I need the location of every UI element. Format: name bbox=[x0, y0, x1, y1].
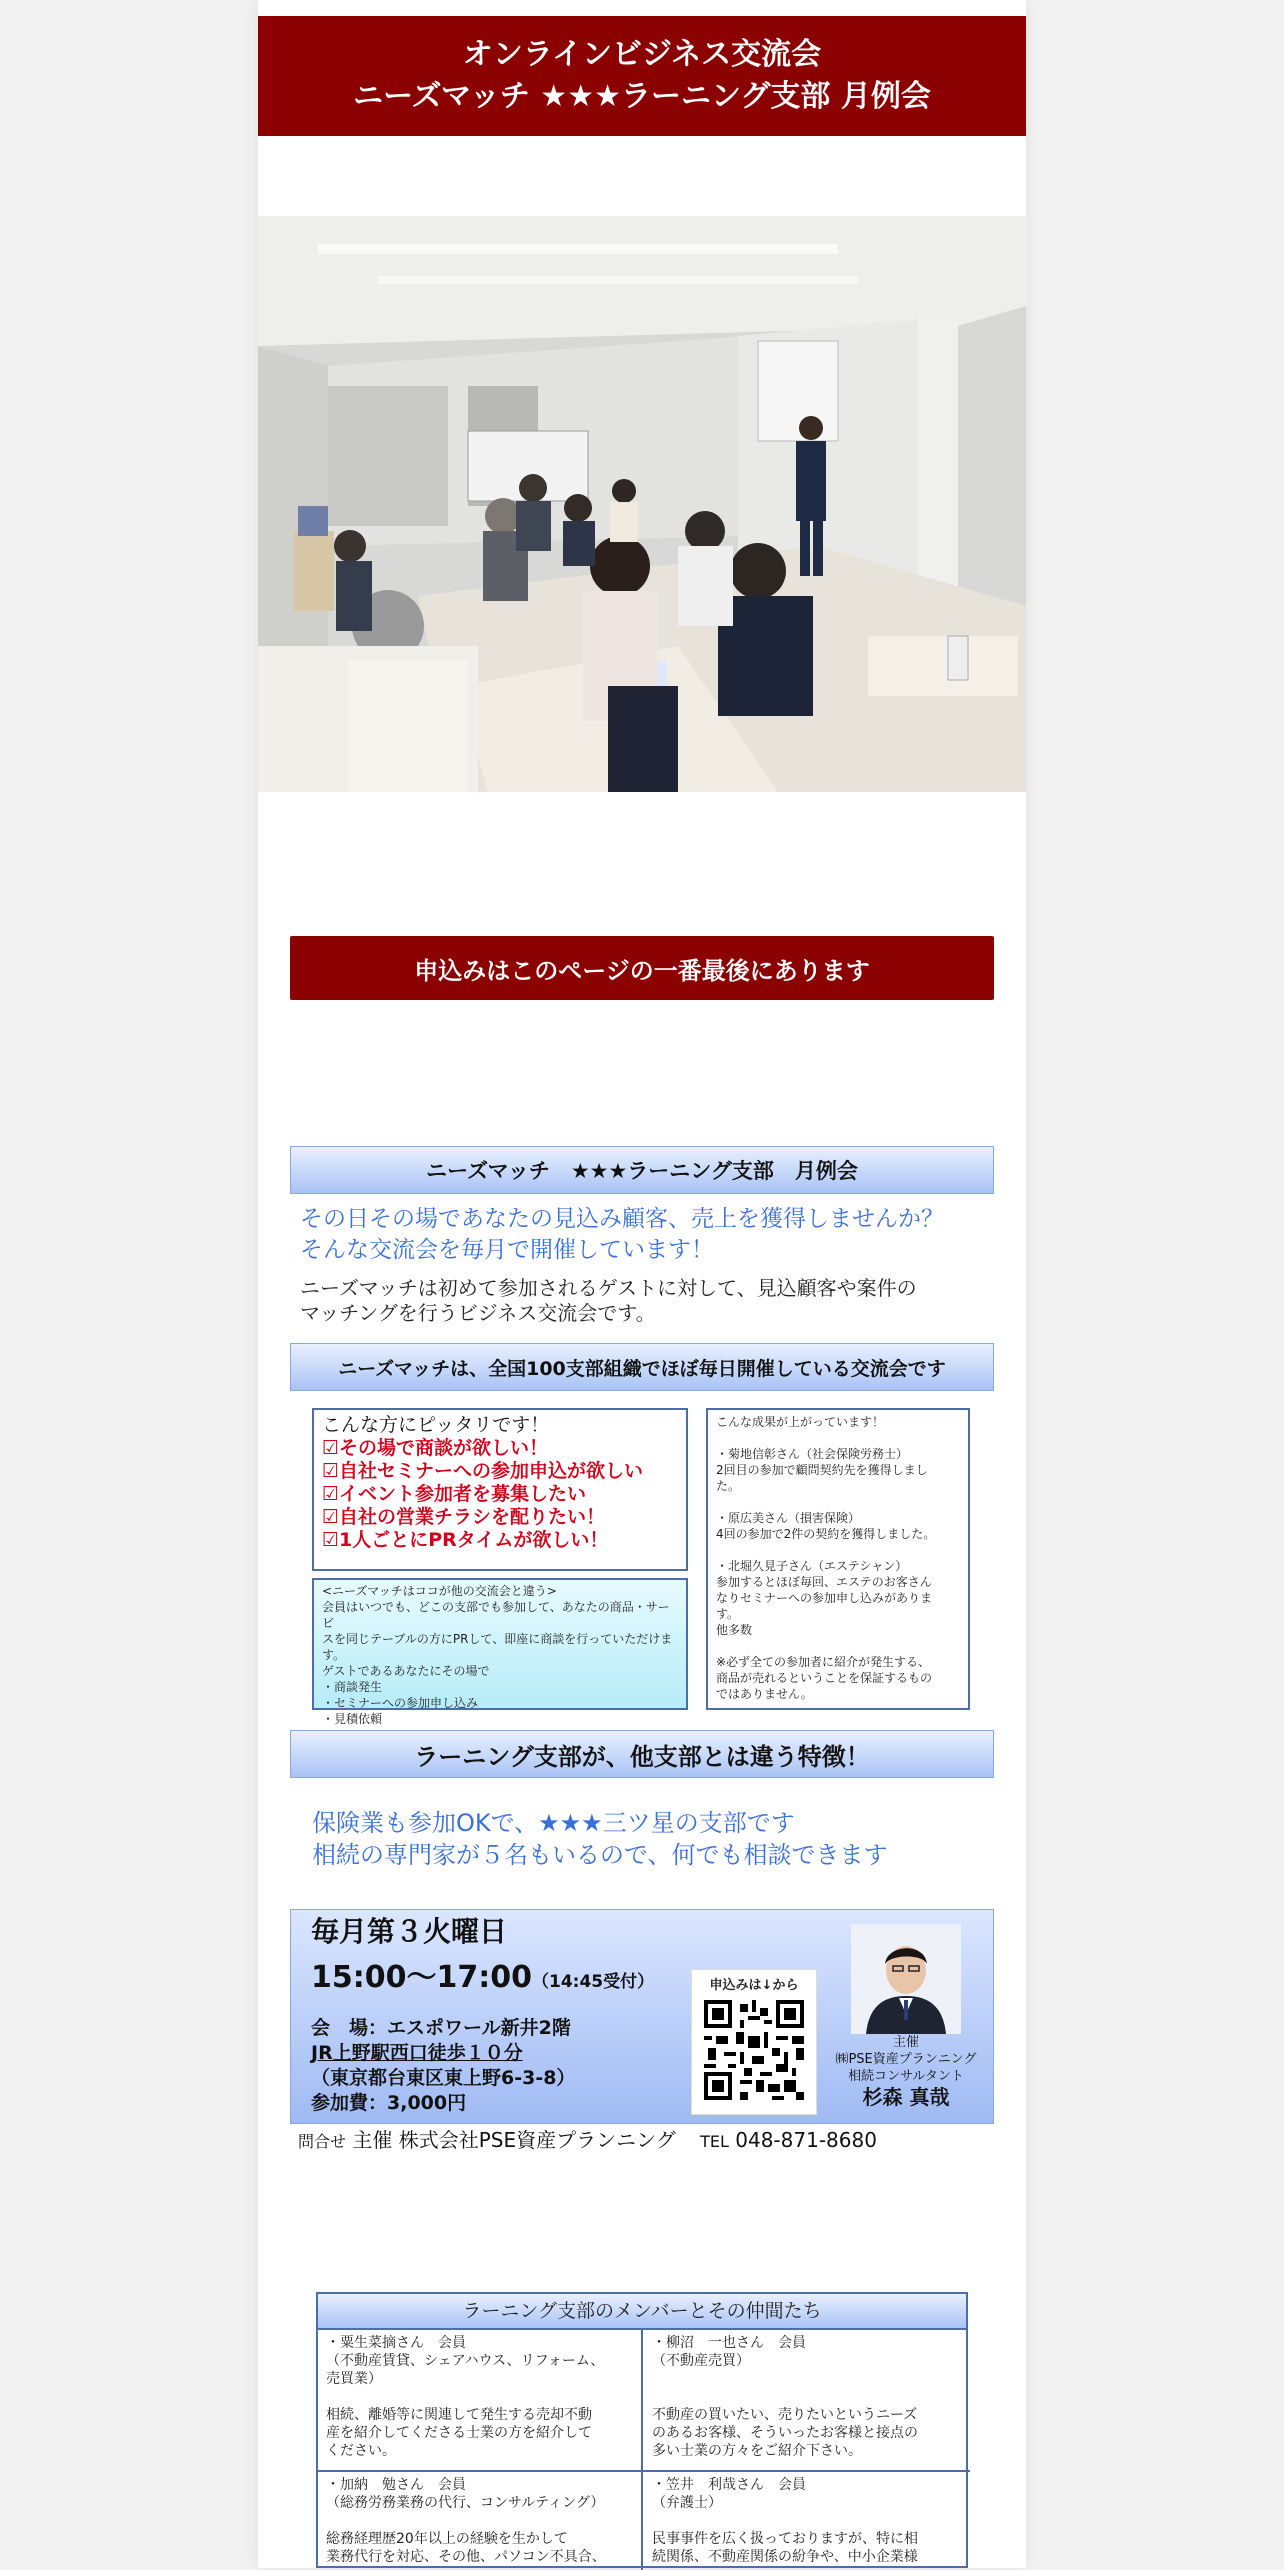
feature-line: 相続の専門家が５名もいるので、何でも相談できます bbox=[312, 1841, 888, 1869]
flyer-header-features-text: ラーニング支部が、他支部とは違う特徴！ bbox=[414, 1742, 870, 1771]
member-line: ・笠井 利哉さん 会員 bbox=[652, 2477, 806, 2493]
feature-line: 保険業も参加OKで、★★★三ツ星の支部です bbox=[312, 1809, 795, 1837]
member-line bbox=[326, 2388, 633, 2406]
contact-line bbox=[298, 2124, 988, 2153]
member-line: 売買業） bbox=[326, 2371, 382, 2387]
flyer-lead-line-2: そんな交流会を毎月で開催しています！ bbox=[300, 1237, 714, 1263]
difference-line: ・商談発生 bbox=[322, 1680, 383, 1694]
banner-line-2: ニーズマッチ ★★★ラーニング支部 月例会 bbox=[353, 79, 931, 114]
results-line: す。 bbox=[716, 1607, 740, 1621]
results-line: ・菊地信彰さん（社会保険労務士） bbox=[716, 1447, 909, 1461]
member-line bbox=[652, 2370, 959, 2388]
host-role: 主催 bbox=[892, 2035, 919, 2050]
host-avatar-icon bbox=[851, 1924, 961, 2034]
member-line: ください。 bbox=[326, 2443, 396, 2459]
contact-tel-label: TEL bbox=[700, 2132, 729, 2151]
member-line: ・柳沼 一也さん 会員 bbox=[652, 2335, 806, 2351]
member-line: 産を紹介してくださる士業の方を紹介して bbox=[326, 2425, 592, 2441]
flyer-lead bbox=[300, 1204, 944, 1266]
schedule-reception: （14:45受付） bbox=[532, 1972, 655, 1992]
host-photo bbox=[851, 1924, 961, 2034]
difference-line: ・セミナーへの参加申し込み bbox=[322, 1696, 479, 1710]
seminar-photo-illustration bbox=[258, 216, 1026, 792]
apply-notice-banner bbox=[290, 936, 994, 1000]
member-line: ・粟生菜摘さん 会員 bbox=[326, 2335, 466, 2351]
results-line: ・原広美さん（損害保険） bbox=[716, 1511, 861, 1525]
flyer-header-nationwide bbox=[290, 1343, 994, 1391]
flyer-header-main bbox=[290, 1146, 994, 1194]
results-line bbox=[716, 1494, 960, 1510]
host-company: ㈱PSE資産プランニング bbox=[835, 2052, 977, 2067]
banner-line-1: オンラインビジネス交流会 bbox=[462, 37, 822, 72]
member-line: ・加納 勉さん 会員 bbox=[326, 2477, 466, 2493]
host-caption bbox=[831, 2034, 981, 2109]
difference-line: ・見積依頼 bbox=[322, 1712, 383, 1726]
results-line bbox=[716, 1542, 960, 1558]
member-cell bbox=[644, 2472, 967, 2570]
results-line: こんな成果が上がっています！ bbox=[716, 1415, 885, 1429]
fit-item: ☑その場で商談が欲しい！ bbox=[322, 1437, 549, 1459]
fit-item: ☑自社の営業チラシを配りたい！ bbox=[322, 1506, 606, 1528]
flyer-header-nationwide-text: ニーズマッチは、全国100支部組織でほぼ毎日開催している交流会です bbox=[338, 1357, 946, 1380]
member-line: （弁護士） bbox=[652, 2495, 722, 2511]
difference-title: <ニーズマッチはココが他の交流会と違う> bbox=[322, 1584, 557, 1598]
venue-details bbox=[311, 2016, 575, 2116]
event-flyer bbox=[290, 1144, 994, 2124]
venue-access: JR上野駅西口徒歩１０分 bbox=[311, 2042, 523, 2064]
member-line: （総務労務業務の代行、コンサルティング） bbox=[326, 2495, 605, 2511]
event-info-panel bbox=[290, 1909, 994, 2124]
title-banner bbox=[258, 16, 1026, 136]
results-line bbox=[716, 1430, 960, 1446]
member-line: 民事事件を広く扱っておりますが、特に相 bbox=[652, 2531, 918, 2547]
results-line: ではありません。 bbox=[716, 1687, 813, 1701]
venue-name: 会 場：エスポワール新井2階 bbox=[311, 2017, 571, 2039]
results-line: 4回の参加で2件の契約を獲得しました。 bbox=[716, 1527, 936, 1541]
apply-notice-text: 申込みはこのページの一番最後にあります bbox=[414, 956, 870, 985]
host-title: 相続コンサルタント bbox=[848, 2069, 964, 2084]
results-line: 2回目の参加で顧問契約先を獲得しまし bbox=[716, 1463, 928, 1477]
fit-item: ☑自社セミナーへの参加申込が欲しい bbox=[322, 1460, 644, 1482]
results-line: なりセミナーへの参加申し込みがありま bbox=[716, 1591, 933, 1605]
results-line: 参加するとほぼ毎回、エステのお客さん bbox=[716, 1575, 932, 1589]
results-line: 商品が売れるということを保証するもの bbox=[716, 1671, 933, 1685]
member-line: 総務経理歴20年以上の経験を生かして bbox=[326, 2531, 568, 2547]
schedule-day: 毎月第３火曜日 bbox=[311, 1915, 508, 1948]
venue-address: （東京都台東区東上野6-3-8） bbox=[311, 2067, 576, 2089]
members-table bbox=[316, 2292, 968, 2568]
contact-organizer: 主催 株式会社PSE資産プランニング bbox=[352, 2128, 676, 2152]
member-line: （不動産売買） bbox=[652, 2353, 750, 2369]
results-line bbox=[716, 1638, 960, 1654]
member-line bbox=[652, 2512, 959, 2530]
member-cell bbox=[318, 2472, 641, 2570]
member-line: 多い士業の方々をご紹介下さい。 bbox=[652, 2443, 862, 2459]
member-line bbox=[326, 2512, 633, 2530]
seminar-photo bbox=[258, 216, 1026, 792]
results-line: ※必ず全ての参加者に紹介が発生する、 bbox=[716, 1655, 931, 1669]
flyer-header-features bbox=[290, 1730, 994, 1778]
member-line: 業務代行を対応、その他、パソコン不具合、 bbox=[326, 2549, 606, 2565]
member-cell bbox=[318, 2330, 641, 2470]
qr-code-icon[interactable] bbox=[704, 2000, 804, 2100]
fit-box bbox=[312, 1408, 688, 1571]
members-table-title: ラーニング支部のメンバーとその仲間たち bbox=[318, 2294, 966, 2330]
difference-line: す。 bbox=[322, 1648, 346, 1662]
results-line: た。 bbox=[716, 1479, 741, 1493]
results-line: 他多数 bbox=[716, 1623, 753, 1637]
member-line: 相続、離婚等に関連して発生する売却不動 bbox=[326, 2407, 592, 2423]
member-cell bbox=[644, 2330, 967, 2470]
fit-item: ☑1人ごとにPRタイムが欲しい！ bbox=[322, 1529, 609, 1551]
results-line: ・北堀久見子さん（エステシャン） bbox=[716, 1559, 908, 1573]
flyer-header-main-text: ニーズマッチ ★★★ラーニング支部 月例会 bbox=[426, 1159, 858, 1183]
fit-item: ☑イベント参加者を募集したい bbox=[322, 1483, 587, 1505]
members-divider-vertical bbox=[641, 2328, 643, 2570]
apply-qr-block bbox=[691, 1969, 817, 2115]
member-line: 続関係、不動産関係の紛争や、中小企業様 bbox=[652, 2549, 918, 2565]
member-line bbox=[652, 2388, 959, 2406]
page-container bbox=[258, 0, 1026, 2568]
flyer-description bbox=[300, 1276, 917, 1326]
difference-line: 会員はいつでも、どこの支部でも参加して、あなたの商品・サービ bbox=[322, 1600, 670, 1630]
fit-box-title: こんな方にピッタリです！ bbox=[322, 1414, 550, 1436]
difference-line: スを同じテーブルの方にPRして、即座に商談を行っていただけま bbox=[322, 1632, 673, 1646]
schedule-time: 15:00～17:00 bbox=[311, 1960, 532, 1995]
fit-list bbox=[322, 1437, 678, 1552]
member-line: （不動産賃貸、シェアハウス、リフォーム、 bbox=[326, 2353, 605, 2369]
contact-label: 問合せ bbox=[298, 2132, 347, 2151]
flyer-description-line-2: マッチングを行うビジネス交流会です。 bbox=[300, 1301, 656, 1325]
member-line: 不動産の買いたい、売りたいというニーズ bbox=[652, 2407, 918, 2423]
results-box bbox=[706, 1408, 970, 1710]
host-name: 杉森 真哉 bbox=[862, 2085, 950, 2109]
flyer-lead-line-1: その日その場であなたの見込み顧客、売上を獲得しませんか？ bbox=[300, 1206, 944, 1232]
schedule-time-row bbox=[311, 1952, 654, 1996]
features-list bbox=[312, 1807, 888, 1871]
contact-tel[interactable]: 048-871-8680 bbox=[735, 2128, 877, 2152]
qr-label: 申込みは↓から bbox=[709, 1978, 799, 1993]
member-line: のあるお客様、そういったお客様と接点の bbox=[652, 2425, 918, 2441]
flyer-description-line-1: ニーズマッチは初めて参加されるゲストに対して、見込顧客や案件の bbox=[300, 1276, 917, 1300]
difference-box bbox=[312, 1578, 688, 1726]
participation-fee: 参加費：3,000円 bbox=[311, 2092, 467, 2114]
difference-line: ゲストであるあなたにその場で bbox=[322, 1664, 490, 1678]
